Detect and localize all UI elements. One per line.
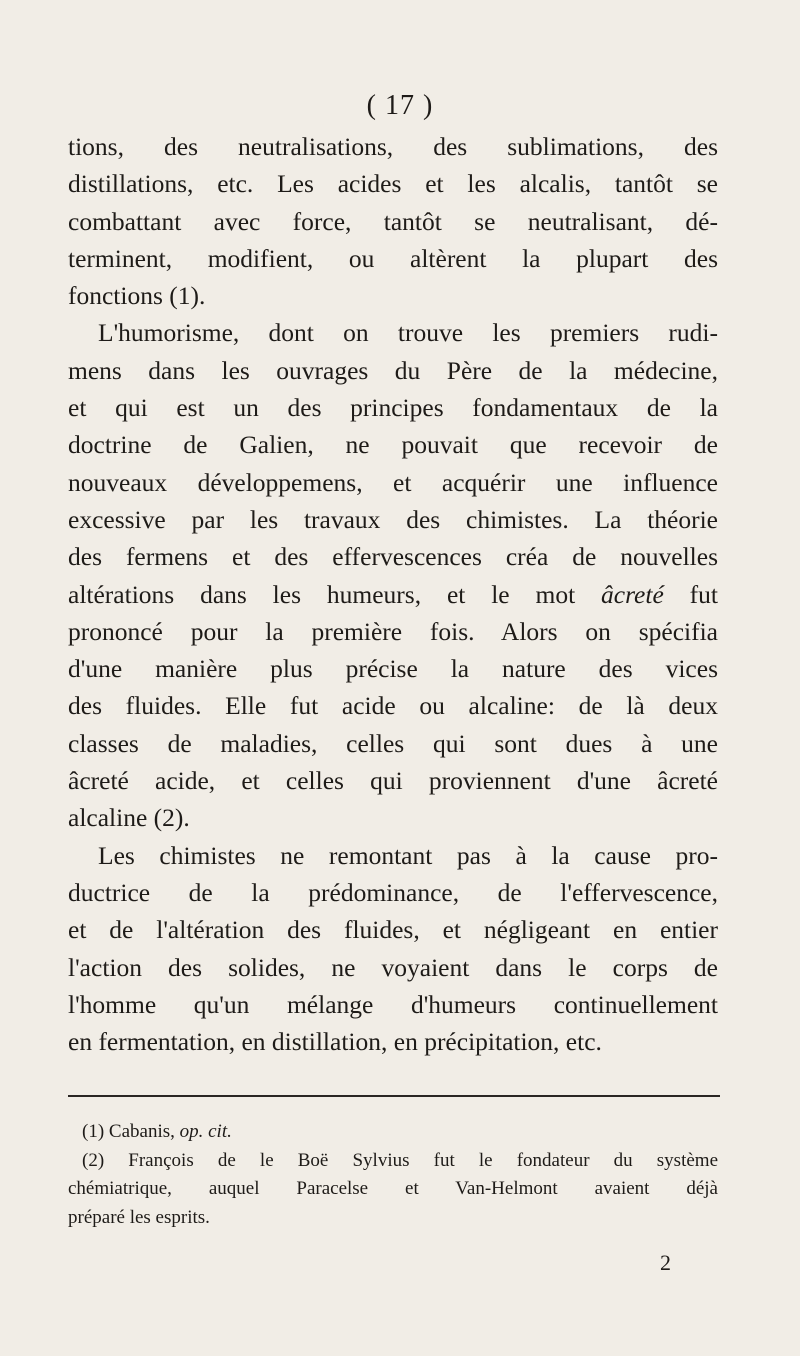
paragraph-start-line: L'humorisme, dont on trouve les premiers rudi-: [98, 318, 718, 348]
text-line: et de l'altération des fluides, et négligeant en entier: [68, 915, 718, 945]
italic-term: âcreté: [601, 579, 664, 609]
footnote-text: (1) Cabanis,: [82, 1121, 180, 1142]
text-line: mens dans les ouvrages du Père de la médecine,: [68, 355, 718, 385]
footnote-2-line: préparé les esprits.: [68, 1206, 210, 1228]
text-line: doctrine de Galien, ne pouvait que recevoir de: [68, 430, 718, 460]
text-line: et qui est un des principes fondamentaux de la: [68, 393, 718, 423]
paragraph-start-line: Les chimistes ne remontant pas à la cause pro-: [98, 840, 718, 870]
signature-mark: 2: [660, 1250, 671, 1275]
footnote-divider: [68, 1095, 720, 1097]
text-segment: altérations dans les humeurs, et le mot: [68, 579, 602, 609]
footnote-2-line: (2) François de le Boë Sylvius fut le fondateur du système: [82, 1149, 718, 1171]
footnote-italic: op. cit.: [179, 1121, 232, 1142]
text-line: en fermentation, en distillation, en précipitation, etc.: [68, 1027, 602, 1057]
text-line: excessive par les travaux des chimistes. La théorie: [68, 504, 718, 534]
footnote-2-line: chémiatrique, auquel Paracelse et Van-Helmont avaient déjà: [68, 1178, 718, 1199]
text-line: ductrice de la prédominance, de l'effervescence,: [68, 877, 718, 907]
text-line: l'homme qu'un mélange d'humeurs continuellement: [68, 989, 718, 1019]
text-line: des fermens et des effervescences créa de nouvelles: [68, 542, 718, 572]
text-line: nouveaux développemens, et acquérir une influence: [68, 467, 718, 497]
text-line: l'action des solides, ne voyaient dans le corps de: [68, 952, 718, 982]
text-line: alcaline (2).: [68, 803, 190, 833]
text-line: fonctions (1).: [68, 281, 206, 311]
main-text: [68, 128, 718, 1060]
text-line: combattant avec force, tantôt se neutralisant, dé-: [68, 206, 718, 236]
page-number: ( 17 ): [366, 90, 434, 121]
footnotes: [68, 1118, 718, 1232]
footnote-1: [68, 1118, 718, 1147]
text-line: classes de maladies, celles qui sont dues à une: [68, 728, 718, 758]
text-line: tions, des neutralisations, des sublimations, des: [68, 132, 718, 161]
text-line: d'une manière plus précise la nature des vices: [68, 654, 718, 684]
text-segment: fut: [663, 579, 718, 609]
text-line: terminent, modifient, ou altèrent la plupart des: [68, 243, 718, 273]
text-line: distillations, etc. Les acides et les alcalis, tantôt se: [68, 169, 718, 199]
text-line: prononcé pour la première fois. Alors on spécifia: [68, 616, 718, 646]
text-line-with-italic: [68, 576, 718, 613]
text-line: âcreté acide, et celles qui proviennent d'une âcreté: [68, 766, 718, 796]
text-line: des fluides. Elle fut acide ou alcaline: de là deux: [68, 691, 718, 721]
